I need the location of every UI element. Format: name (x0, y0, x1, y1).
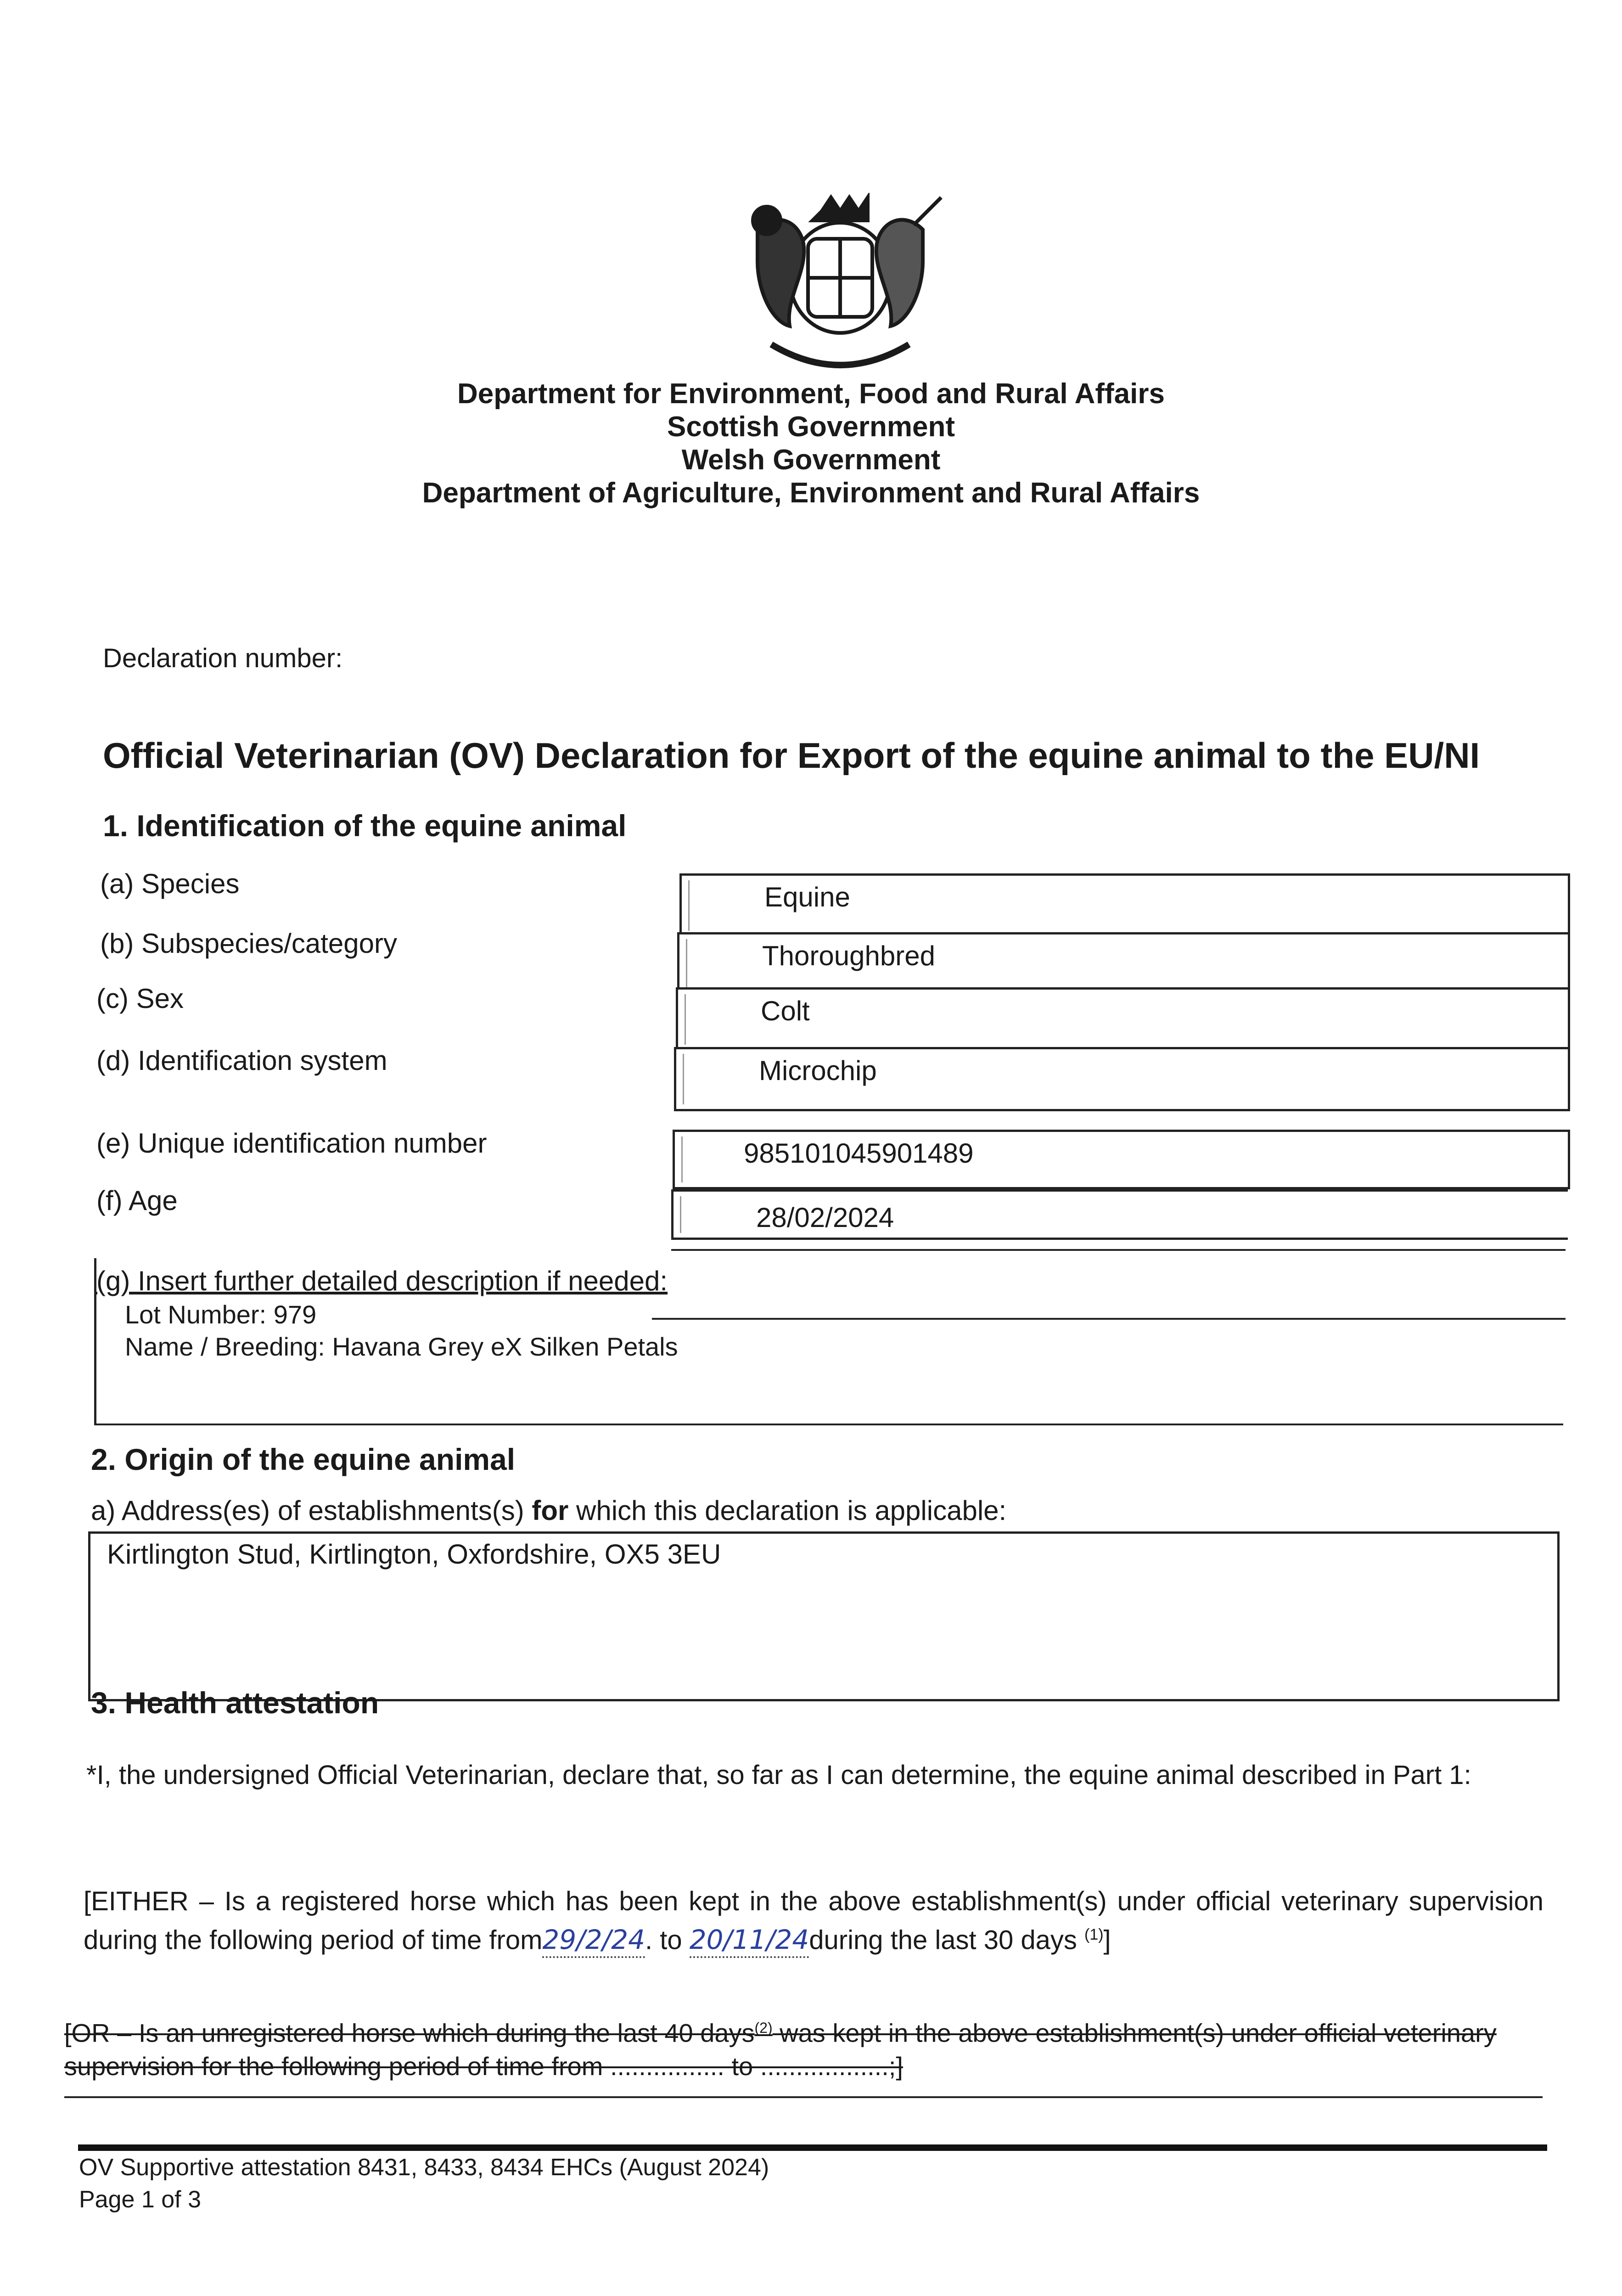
sex-field (676, 987, 1570, 1052)
either-footnote: (1) (1084, 1926, 1104, 1943)
footer-rule (78, 2144, 1547, 2151)
dept-welsh-government: Welsh Government (681, 444, 941, 476)
address-label-pre: a) Address(es) of establishments(s) (91, 1495, 532, 1526)
field-divider (685, 994, 686, 1045)
section-1-bottom-rule (94, 1424, 1563, 1425)
health-intro: *I, the undersigned Official Veterinarian, declare that, so far as I can determine, the equine animal described in Part 1: (86, 1760, 1471, 1790)
age-value: 28/02/2024 (756, 1202, 894, 1233)
subspecies-label: (b) Subspecies/category (100, 928, 397, 959)
sex-value: Colt (761, 996, 810, 1026)
name-breeding: Name / Breeding: Havana Grey eX Silken Petals (125, 1332, 678, 1361)
field-divider (683, 1054, 684, 1104)
royal-coat-of-arms-icon (730, 193, 950, 377)
address-label-bold: for (532, 1495, 569, 1526)
unique-id-label: (e) Unique identification number (96, 1128, 487, 1159)
date-from: 29/2/24 (542, 1923, 645, 1958)
or-footnote: (2) (754, 2020, 773, 2036)
subspecies-value: Thoroughbred (762, 940, 935, 971)
or-clause-rule (64, 2096, 1543, 2098)
declaration-number-label: Declaration number: (103, 643, 343, 673)
dept-daera: Department of Agriculture, Environment and Rural Affairs (422, 477, 1200, 509)
identification-system-label: (d) Identification system (96, 1045, 387, 1076)
address-field (88, 1531, 1560, 1701)
field-divider (686, 939, 687, 990)
field-divider (681, 1137, 683, 1182)
dept-defra: Department for Environment, Food and Rural Affairs (457, 378, 1165, 410)
unique-id-field (673, 1130, 1570, 1189)
species-field (679, 873, 1570, 938)
either-clause: [EITHER – Is a registered horse which has been kept in the above establishment(s) under official veterinary supervision during the following period of time from29/2/24. to 20/11/24during the last 30 days $^{(1)}$] (84, 1885, 1543, 1958)
species-value: Equine (764, 882, 850, 912)
further-description-rule (652, 1318, 1566, 1320)
section-1-heading: 1. Identification of the equine animal (103, 809, 627, 843)
footer-page-number: Page 1 of 3 (79, 2186, 201, 2213)
identification-system-field (674, 1047, 1570, 1111)
either-text-end: during the last 30 days (809, 1925, 1077, 1955)
further-description-label: (g) Insert further detailed description if needed: (96, 1266, 668, 1296)
sex-label: (c) Sex (96, 983, 184, 1014)
section-2-heading: 2. Origin of the equine animal (91, 1442, 516, 1476)
field-divider (688, 880, 690, 931)
lot-number: Lot Number: 979 (125, 1300, 317, 1329)
age-label: (f) Age (96, 1185, 178, 1216)
address-value: Kirtlington Stud, Kirtlington, Oxfordshire, OX5 3EU (107, 1539, 721, 1570)
or-clause-struck (64, 2011, 1552, 2083)
date-to: 20/11/24 (690, 1923, 809, 1958)
identification-system-value: Microchip (759, 1055, 877, 1086)
field-divider (680, 1196, 681, 1233)
either-to: . to (645, 1925, 682, 1955)
page-title: Official Veterinarian (OV) Declaration for Export of the equine animal to the EU/NI (103, 735, 1480, 776)
or-text: [OR – Is an unregistered horse which during the last 40 days (64, 2018, 755, 2048)
either-text: [EITHER – Is a registered horse which has been kept in the above establishment(s) under official veterinary supervision during the following period of time from (84, 1886, 1543, 1955)
address-label-post: which this declaration is applicable: (568, 1495, 1007, 1526)
species-label: (a) Species (100, 868, 240, 899)
dept-scottish-government: Scottish Government (667, 411, 955, 443)
or-text-end: was kept in the above establishment(s) under official veterinary supervision for the following period of time from ................ to ..................;] (64, 2018, 1497, 2081)
subspecies-field (677, 932, 1570, 996)
unique-id-value: 985101045901489 (744, 1138, 974, 1169)
age-field (671, 1189, 1568, 1240)
footer-attestation: OV Supportive attestation 8431, 8433, 8434 EHCs (August 2024) (79, 2154, 769, 2181)
section-3-heading: 3. Health attestation (91, 1686, 379, 1720)
address-label (91, 1495, 1006, 1526)
age-underline (671, 1249, 1566, 1251)
